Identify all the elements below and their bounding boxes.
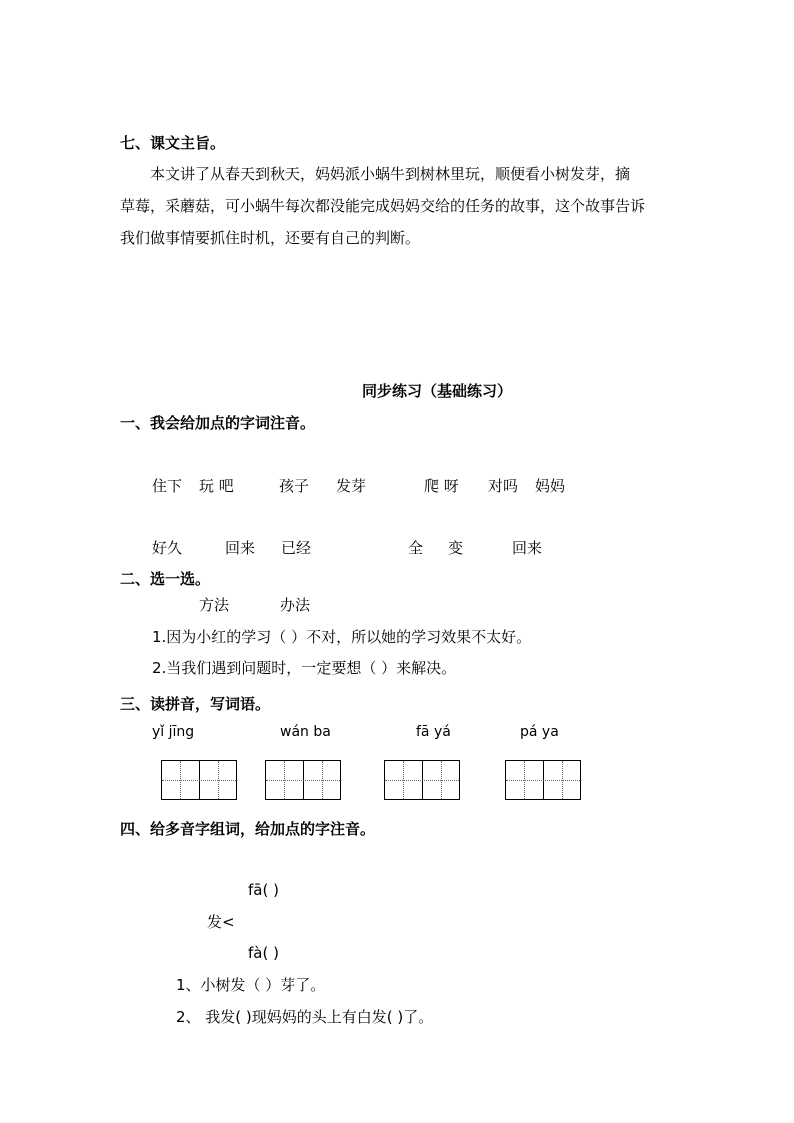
q1-word: 回来 xyxy=(225,539,256,557)
q2-option: 办法 xyxy=(280,596,311,614)
q2-item: 2.当我们遇到问题时，一定要想（ ）来解决。 xyxy=(152,659,457,677)
q1-word: 已经 xyxy=(281,539,312,557)
section-7-heading: 七、课文主旨。 xyxy=(120,134,226,152)
q3-pinyin: wán ba xyxy=(280,724,331,740)
practice-title: 同步练习（基础练习） xyxy=(362,382,513,400)
q1-word: 回来 xyxy=(512,539,543,557)
q1-heading: 一、我会给加点的字词注音。 xyxy=(120,414,316,432)
q4-reading-fa4: fà( ) xyxy=(248,944,279,962)
q1-word: 爬 呀 xyxy=(424,477,459,495)
paragraph-line: 草莓，采蘑菇，可小蜗牛每次都没能完成妈妈交给的任务的故事，这个故事告诉 xyxy=(120,197,646,215)
writing-grid[interactable] xyxy=(384,760,460,800)
q2-item: 1.因为小红的学习（ ）不对，所以她的学习效果不太好。 xyxy=(152,628,532,646)
q1-word: 孩子 xyxy=(279,477,310,495)
q2-option: 方法 xyxy=(199,596,230,614)
q1-word: 好久 xyxy=(152,539,183,557)
q1-word: 变 xyxy=(448,539,464,557)
q1-word: 全 xyxy=(408,539,424,557)
q1-word: 玩 吧 xyxy=(199,477,234,495)
q3-heading: 三、读拼音，写词语。 xyxy=(120,695,271,713)
q2-heading: 二、选一选。 xyxy=(120,570,211,588)
q4-polyphone-char: 发< xyxy=(207,913,235,931)
q1-word: 住下 xyxy=(152,477,183,495)
writing-grid[interactable] xyxy=(265,760,341,800)
paragraph-line: 我们做事情要抓住时机，还要有自己的判断。 xyxy=(120,229,421,247)
writing-grid[interactable] xyxy=(505,760,581,800)
q1-word: 妈妈 xyxy=(535,477,566,495)
q4-item: 1、小树发（ ）芽了。 xyxy=(176,976,326,994)
q3-pinyin: yǐ jīng xyxy=(152,724,195,740)
paragraph-line: 本文讲了从春天到秋天，妈妈派小蜗牛到树林里玩，顺便看小树发芽，摘 xyxy=(150,165,631,183)
q4-heading: 四、给多音字组词，给加点的字注音。 xyxy=(120,820,376,838)
q4-item: 2、 我发( )现妈妈的头上有白发( )了。 xyxy=(176,1008,434,1026)
q3-pinyin: fā yá xyxy=(416,724,451,740)
q4-reading-fa1: fā( ) xyxy=(248,881,279,899)
writing-grid[interactable] xyxy=(161,760,237,800)
q1-word: 发芽 xyxy=(336,477,367,495)
section-7-paragraph xyxy=(120,158,680,254)
q3-pinyin: pá ya xyxy=(520,724,559,740)
q1-word: 对吗 xyxy=(488,477,519,495)
